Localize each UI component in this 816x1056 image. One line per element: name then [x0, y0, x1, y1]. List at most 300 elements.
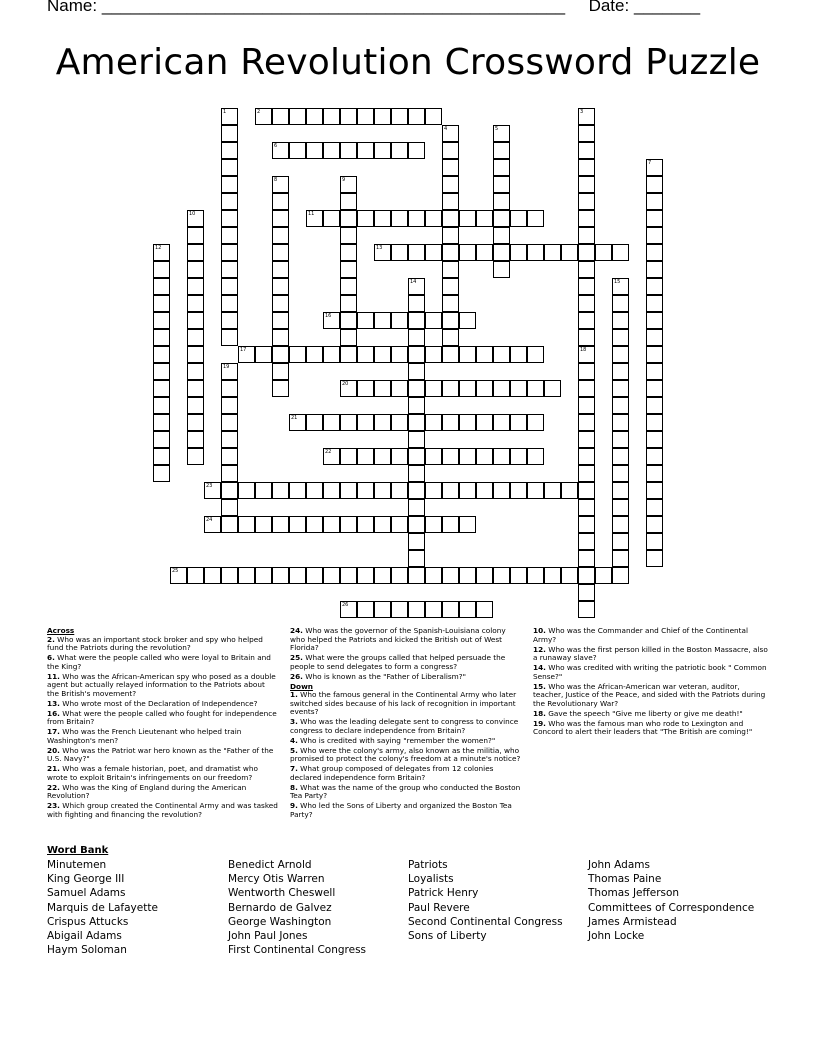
crossword-cell[interactable]: [187, 363, 204, 380]
crossword-cell[interactable]: [646, 397, 663, 414]
crossword-cell[interactable]: [408, 278, 425, 295]
crossword-cell[interactable]: [374, 414, 391, 431]
crossword-cell[interactable]: [408, 329, 425, 346]
crossword-cell[interactable]: [221, 499, 238, 516]
crossword-cell[interactable]: [578, 414, 595, 431]
crossword-cell[interactable]: [408, 448, 425, 465]
crossword-cell[interactable]: [612, 499, 629, 516]
crossword-cell[interactable]: [357, 414, 374, 431]
crossword-cell[interactable]: [221, 227, 238, 244]
crossword-cell[interactable]: [408, 346, 425, 363]
crossword-cell[interactable]: [646, 414, 663, 431]
crossword-cell[interactable]: [340, 482, 357, 499]
crossword-cell[interactable]: [527, 482, 544, 499]
crossword-cell[interactable]: [272, 227, 289, 244]
crossword-cell[interactable]: [221, 482, 238, 499]
crossword-cell[interactable]: [221, 516, 238, 533]
crossword-cell[interactable]: [187, 567, 204, 584]
crossword-cell[interactable]: [578, 193, 595, 210]
crossword-cell[interactable]: [612, 380, 629, 397]
crossword-cell[interactable]: [442, 601, 459, 618]
crossword-cell[interactable]: [340, 516, 357, 533]
crossword-cell[interactable]: [272, 295, 289, 312]
crossword-cell[interactable]: [646, 380, 663, 397]
crossword-cell[interactable]: [612, 363, 629, 380]
crossword-cell[interactable]: [374, 567, 391, 584]
crossword-cell[interactable]: [408, 431, 425, 448]
crossword-cell[interactable]: [153, 465, 170, 482]
crossword-cell[interactable]: [272, 482, 289, 499]
crossword-cell[interactable]: [153, 414, 170, 431]
crossword-cell[interactable]: [306, 210, 323, 227]
crossword-cell[interactable]: [646, 261, 663, 278]
crossword-cell[interactable]: [255, 346, 272, 363]
crossword-cell[interactable]: [442, 516, 459, 533]
crossword-cell[interactable]: [306, 516, 323, 533]
crossword-cell[interactable]: [510, 448, 527, 465]
crossword-cell[interactable]: [527, 567, 544, 584]
crossword-cell[interactable]: [493, 176, 510, 193]
crossword-cell[interactable]: [493, 244, 510, 261]
crossword-cell[interactable]: [221, 312, 238, 329]
crossword-cell[interactable]: [493, 142, 510, 159]
crossword-cell[interactable]: [272, 346, 289, 363]
crossword-cell[interactable]: [340, 278, 357, 295]
crossword-cell[interactable]: [153, 346, 170, 363]
crossword-cell[interactable]: [425, 244, 442, 261]
crossword-cell[interactable]: [306, 142, 323, 159]
crossword-cell[interactable]: [578, 380, 595, 397]
crossword-cell[interactable]: [391, 244, 408, 261]
crossword-cell[interactable]: [357, 601, 374, 618]
crossword-cell[interactable]: [374, 312, 391, 329]
crossword-cell[interactable]: [578, 482, 595, 499]
crossword-cell[interactable]: [272, 176, 289, 193]
crossword-cell[interactable]: [374, 482, 391, 499]
crossword-cell[interactable]: [340, 329, 357, 346]
crossword-cell[interactable]: [578, 499, 595, 516]
crossword-cell[interactable]: [646, 210, 663, 227]
crossword-cell[interactable]: [391, 210, 408, 227]
crossword-cell[interactable]: [544, 244, 561, 261]
crossword-cell[interactable]: [408, 499, 425, 516]
crossword-cell[interactable]: [187, 210, 204, 227]
crossword-cell[interactable]: [578, 295, 595, 312]
crossword-cell[interactable]: [595, 567, 612, 584]
crossword-cell[interactable]: [221, 108, 238, 125]
crossword-cell[interactable]: [323, 312, 340, 329]
crossword-cell[interactable]: [612, 414, 629, 431]
crossword-cell[interactable]: [187, 414, 204, 431]
crossword-cell[interactable]: [646, 278, 663, 295]
crossword-cell[interactable]: [408, 210, 425, 227]
crossword-cell[interactable]: [374, 244, 391, 261]
crossword-cell[interactable]: [272, 312, 289, 329]
crossword-cell[interactable]: [646, 244, 663, 261]
name-blank[interactable]: _________________________________________________: [101, 0, 566, 15]
crossword-cell[interactable]: [442, 414, 459, 431]
crossword-cell[interactable]: [459, 516, 476, 533]
crossword-cell[interactable]: [510, 380, 527, 397]
crossword-cell[interactable]: [459, 601, 476, 618]
crossword-cell[interactable]: [238, 482, 255, 499]
crossword-cell[interactable]: [340, 210, 357, 227]
crossword-cell[interactable]: [357, 312, 374, 329]
crossword-cell[interactable]: [408, 465, 425, 482]
crossword-cell[interactable]: [340, 227, 357, 244]
crossword-cell[interactable]: [221, 431, 238, 448]
crossword-cell[interactable]: [578, 431, 595, 448]
crossword-cell[interactable]: [476, 346, 493, 363]
crossword-cell[interactable]: [476, 244, 493, 261]
crossword-cell[interactable]: [391, 380, 408, 397]
crossword-cell[interactable]: [459, 346, 476, 363]
crossword-cell[interactable]: [340, 193, 357, 210]
crossword-cell[interactable]: [221, 363, 238, 380]
crossword-cell[interactable]: [272, 516, 289, 533]
crossword-cell[interactable]: [493, 482, 510, 499]
crossword-cell[interactable]: [578, 465, 595, 482]
crossword-cell[interactable]: [221, 193, 238, 210]
crossword-cell[interactable]: [272, 108, 289, 125]
crossword-cell[interactable]: [187, 312, 204, 329]
crossword-cell[interactable]: [221, 397, 238, 414]
crossword-cell[interactable]: [442, 448, 459, 465]
crossword-cell[interactable]: [272, 567, 289, 584]
crossword-cell[interactable]: [289, 482, 306, 499]
crossword-cell[interactable]: [323, 210, 340, 227]
crossword-cell[interactable]: [510, 346, 527, 363]
crossword-cell[interactable]: [340, 448, 357, 465]
crossword-cell[interactable]: [578, 176, 595, 193]
crossword-cell[interactable]: [527, 244, 544, 261]
crossword-cell[interactable]: [578, 244, 595, 261]
crossword-cell[interactable]: [425, 567, 442, 584]
crossword-cell[interactable]: [442, 159, 459, 176]
crossword-cell[interactable]: [221, 244, 238, 261]
crossword-cell[interactable]: [646, 193, 663, 210]
crossword-cell[interactable]: [578, 346, 595, 363]
crossword-cell[interactable]: [323, 414, 340, 431]
crossword-cell[interactable]: [357, 482, 374, 499]
crossword-cell[interactable]: [612, 346, 629, 363]
crossword-cell[interactable]: [578, 533, 595, 550]
crossword-cell[interactable]: [221, 176, 238, 193]
crossword-cell[interactable]: [221, 278, 238, 295]
crossword-cell[interactable]: [323, 567, 340, 584]
crossword-cell[interactable]: [510, 244, 527, 261]
crossword-cell[interactable]: [510, 482, 527, 499]
crossword-cell[interactable]: [425, 380, 442, 397]
crossword-cell[interactable]: [306, 414, 323, 431]
crossword-cell[interactable]: [646, 227, 663, 244]
crossword-cell[interactable]: [425, 448, 442, 465]
crossword-cell[interactable]: [153, 295, 170, 312]
crossword-cell[interactable]: [255, 567, 272, 584]
date-blank[interactable]: _______: [633, 0, 701, 15]
crossword-cell[interactable]: [391, 516, 408, 533]
crossword-cell[interactable]: [459, 244, 476, 261]
crossword-cell[interactable]: [442, 295, 459, 312]
crossword-cell[interactable]: [561, 567, 578, 584]
crossword-cell[interactable]: [527, 448, 544, 465]
crossword-cell[interactable]: [476, 414, 493, 431]
crossword-cell[interactable]: [578, 516, 595, 533]
crossword-cell[interactable]: [646, 159, 663, 176]
crossword-cell[interactable]: [187, 448, 204, 465]
crossword-cell[interactable]: [646, 448, 663, 465]
crossword-cell[interactable]: [391, 312, 408, 329]
crossword-cell[interactable]: [221, 125, 238, 142]
crossword-cell[interactable]: [357, 567, 374, 584]
crossword-cell[interactable]: [340, 380, 357, 397]
crossword-cell[interactable]: [578, 227, 595, 244]
crossword-cell[interactable]: [408, 295, 425, 312]
crossword-cell[interactable]: [153, 261, 170, 278]
crossword-cell[interactable]: [153, 431, 170, 448]
crossword-cell[interactable]: [646, 533, 663, 550]
crossword-cell[interactable]: [340, 414, 357, 431]
crossword-cell[interactable]: [493, 159, 510, 176]
crossword-cell[interactable]: [612, 533, 629, 550]
crossword-cell[interactable]: [612, 329, 629, 346]
crossword-cell[interactable]: [170, 567, 187, 584]
crossword-cell[interactable]: [289, 346, 306, 363]
crossword-cell[interactable]: [408, 380, 425, 397]
crossword-cell[interactable]: [578, 601, 595, 618]
crossword-cell[interactable]: [357, 142, 374, 159]
crossword-cell[interactable]: [221, 329, 238, 346]
crossword-cell[interactable]: [646, 516, 663, 533]
crossword-cell[interactable]: [187, 380, 204, 397]
crossword-cell[interactable]: [578, 210, 595, 227]
crossword-cell[interactable]: [527, 210, 544, 227]
crossword-cell[interactable]: [493, 448, 510, 465]
crossword-cell[interactable]: [612, 244, 629, 261]
crossword-cell[interactable]: [340, 176, 357, 193]
crossword-cell[interactable]: [153, 448, 170, 465]
crossword-cell[interactable]: [510, 210, 527, 227]
crossword-cell[interactable]: [323, 448, 340, 465]
crossword-cell[interactable]: [646, 346, 663, 363]
crossword-cell[interactable]: [425, 414, 442, 431]
crossword-cell[interactable]: [408, 414, 425, 431]
crossword-cell[interactable]: [578, 397, 595, 414]
crossword-cell[interactable]: [442, 329, 459, 346]
crossword-cell[interactable]: [272, 210, 289, 227]
crossword-cell[interactable]: [187, 397, 204, 414]
crossword-cell[interactable]: [187, 346, 204, 363]
crossword-cell[interactable]: [187, 329, 204, 346]
crossword-cell[interactable]: [476, 448, 493, 465]
crossword-cell[interactable]: [204, 482, 221, 499]
crossword-cell[interactable]: [153, 363, 170, 380]
crossword-cell[interactable]: [340, 244, 357, 261]
crossword-cell[interactable]: [476, 567, 493, 584]
crossword-cell[interactable]: [646, 295, 663, 312]
crossword-cell[interactable]: [493, 210, 510, 227]
crossword-cell[interactable]: [612, 295, 629, 312]
crossword-cell[interactable]: [408, 482, 425, 499]
crossword-cell[interactable]: [612, 482, 629, 499]
crossword-cell[interactable]: [578, 108, 595, 125]
crossword-cell[interactable]: [408, 397, 425, 414]
crossword-cell[interactable]: [204, 516, 221, 533]
crossword-cell[interactable]: [408, 601, 425, 618]
crossword-cell[interactable]: [255, 482, 272, 499]
crossword-cell[interactable]: [442, 482, 459, 499]
crossword-cell[interactable]: [289, 516, 306, 533]
crossword-cell[interactable]: [459, 414, 476, 431]
crossword-cell[interactable]: [374, 346, 391, 363]
crossword-cell[interactable]: [221, 159, 238, 176]
crossword-cell[interactable]: [425, 210, 442, 227]
crossword-cell[interactable]: [425, 482, 442, 499]
crossword-cell[interactable]: [340, 312, 357, 329]
crossword-cell[interactable]: [272, 278, 289, 295]
crossword-cell[interactable]: [357, 346, 374, 363]
crossword-cell[interactable]: [221, 465, 238, 482]
crossword-cell[interactable]: [340, 567, 357, 584]
crossword-cell[interactable]: [153, 329, 170, 346]
crossword-cell[interactable]: [289, 108, 306, 125]
crossword-cell[interactable]: [493, 193, 510, 210]
crossword-cell[interactable]: [153, 244, 170, 261]
crossword-cell[interactable]: [323, 142, 340, 159]
crossword-cell[interactable]: [442, 210, 459, 227]
crossword-cell[interactable]: [442, 312, 459, 329]
crossword-cell[interactable]: [459, 210, 476, 227]
crossword-cell[interactable]: [612, 516, 629, 533]
crossword-cell[interactable]: [612, 448, 629, 465]
crossword-cell[interactable]: [459, 380, 476, 397]
crossword-cell[interactable]: [578, 159, 595, 176]
crossword-cell[interactable]: [187, 431, 204, 448]
crossword-cell[interactable]: [272, 142, 289, 159]
crossword-cell[interactable]: [306, 482, 323, 499]
crossword-cell[interactable]: [340, 601, 357, 618]
crossword-cell[interactable]: [646, 312, 663, 329]
crossword-cell[interactable]: [527, 346, 544, 363]
crossword-cell[interactable]: [578, 142, 595, 159]
crossword-cell[interactable]: [595, 244, 612, 261]
crossword-cell[interactable]: [612, 397, 629, 414]
crossword-cell[interactable]: [646, 482, 663, 499]
crossword-cell[interactable]: [153, 312, 170, 329]
crossword-cell[interactable]: [442, 261, 459, 278]
crossword-cell[interactable]: [391, 448, 408, 465]
crossword-cell[interactable]: [459, 567, 476, 584]
crossword-cell[interactable]: [272, 380, 289, 397]
crossword-cell[interactable]: [612, 465, 629, 482]
crossword-cell[interactable]: [527, 414, 544, 431]
crossword-cell[interactable]: [306, 567, 323, 584]
crossword-cell[interactable]: [187, 244, 204, 261]
crossword-cell[interactable]: [510, 414, 527, 431]
crossword-cell[interactable]: [646, 465, 663, 482]
crossword-cell[interactable]: [187, 295, 204, 312]
crossword-cell[interactable]: [442, 176, 459, 193]
crossword-cell[interactable]: [408, 108, 425, 125]
crossword-cell[interactable]: [255, 516, 272, 533]
crossword-cell[interactable]: [289, 142, 306, 159]
crossword-cell[interactable]: [408, 142, 425, 159]
crossword-cell[interactable]: [442, 278, 459, 295]
crossword-cell[interactable]: [442, 125, 459, 142]
crossword-cell[interactable]: [425, 516, 442, 533]
crossword-cell[interactable]: [459, 312, 476, 329]
crossword-cell[interactable]: [255, 108, 272, 125]
crossword-cell[interactable]: [408, 516, 425, 533]
crossword-cell[interactable]: [442, 142, 459, 159]
crossword-cell[interactable]: [306, 346, 323, 363]
crossword-cell[interactable]: [493, 380, 510, 397]
crossword-cell[interactable]: [238, 516, 255, 533]
crossword-cell[interactable]: [646, 176, 663, 193]
crossword-cell[interactable]: [323, 346, 340, 363]
crossword-cell[interactable]: [272, 261, 289, 278]
crossword-cell[interactable]: [408, 567, 425, 584]
crossword-cell[interactable]: [493, 125, 510, 142]
crossword-cell[interactable]: [323, 108, 340, 125]
crossword-cell[interactable]: [442, 227, 459, 244]
crossword-cell[interactable]: [221, 567, 238, 584]
crossword-cell[interactable]: [442, 567, 459, 584]
crossword-cell[interactable]: [221, 380, 238, 397]
crossword-cell[interactable]: [357, 380, 374, 397]
crossword-cell[interactable]: [476, 601, 493, 618]
crossword-cell[interactable]: [442, 380, 459, 397]
crossword-cell[interactable]: [238, 567, 255, 584]
crossword-cell[interactable]: [391, 414, 408, 431]
crossword-cell[interactable]: [442, 346, 459, 363]
crossword-cell[interactable]: [340, 261, 357, 278]
crossword-cell[interactable]: [578, 312, 595, 329]
crossword-cell[interactable]: [221, 261, 238, 278]
crossword-cell[interactable]: [459, 448, 476, 465]
crossword-cell[interactable]: [340, 295, 357, 312]
crossword-cell[interactable]: [187, 278, 204, 295]
crossword-cell[interactable]: [578, 363, 595, 380]
crossword-cell[interactable]: [493, 346, 510, 363]
crossword-cell[interactable]: [578, 329, 595, 346]
crossword-cell[interactable]: [578, 261, 595, 278]
crossword-cell[interactable]: [544, 567, 561, 584]
crossword-cell[interactable]: [408, 533, 425, 550]
crossword-cell[interactable]: [221, 295, 238, 312]
crossword-cell[interactable]: [221, 210, 238, 227]
crossword-cell[interactable]: [272, 363, 289, 380]
crossword-cell[interactable]: [357, 448, 374, 465]
crossword-cell[interactable]: [357, 108, 374, 125]
crossword-cell[interactable]: [493, 567, 510, 584]
crossword-cell[interactable]: [425, 346, 442, 363]
crossword-cell[interactable]: [289, 414, 306, 431]
crossword-cell[interactable]: [187, 227, 204, 244]
crossword-cell[interactable]: [612, 431, 629, 448]
crossword-cell[interactable]: [357, 210, 374, 227]
crossword-cell[interactable]: [578, 550, 595, 567]
crossword-cell[interactable]: [272, 244, 289, 261]
crossword-cell[interactable]: [442, 193, 459, 210]
crossword-cell[interactable]: [340, 142, 357, 159]
crossword-cell[interactable]: [408, 363, 425, 380]
crossword-cell[interactable]: [612, 312, 629, 329]
crossword-cell[interactable]: [187, 261, 204, 278]
crossword-cell[interactable]: [323, 516, 340, 533]
crossword-cell[interactable]: [578, 448, 595, 465]
crossword-cell[interactable]: [493, 227, 510, 244]
